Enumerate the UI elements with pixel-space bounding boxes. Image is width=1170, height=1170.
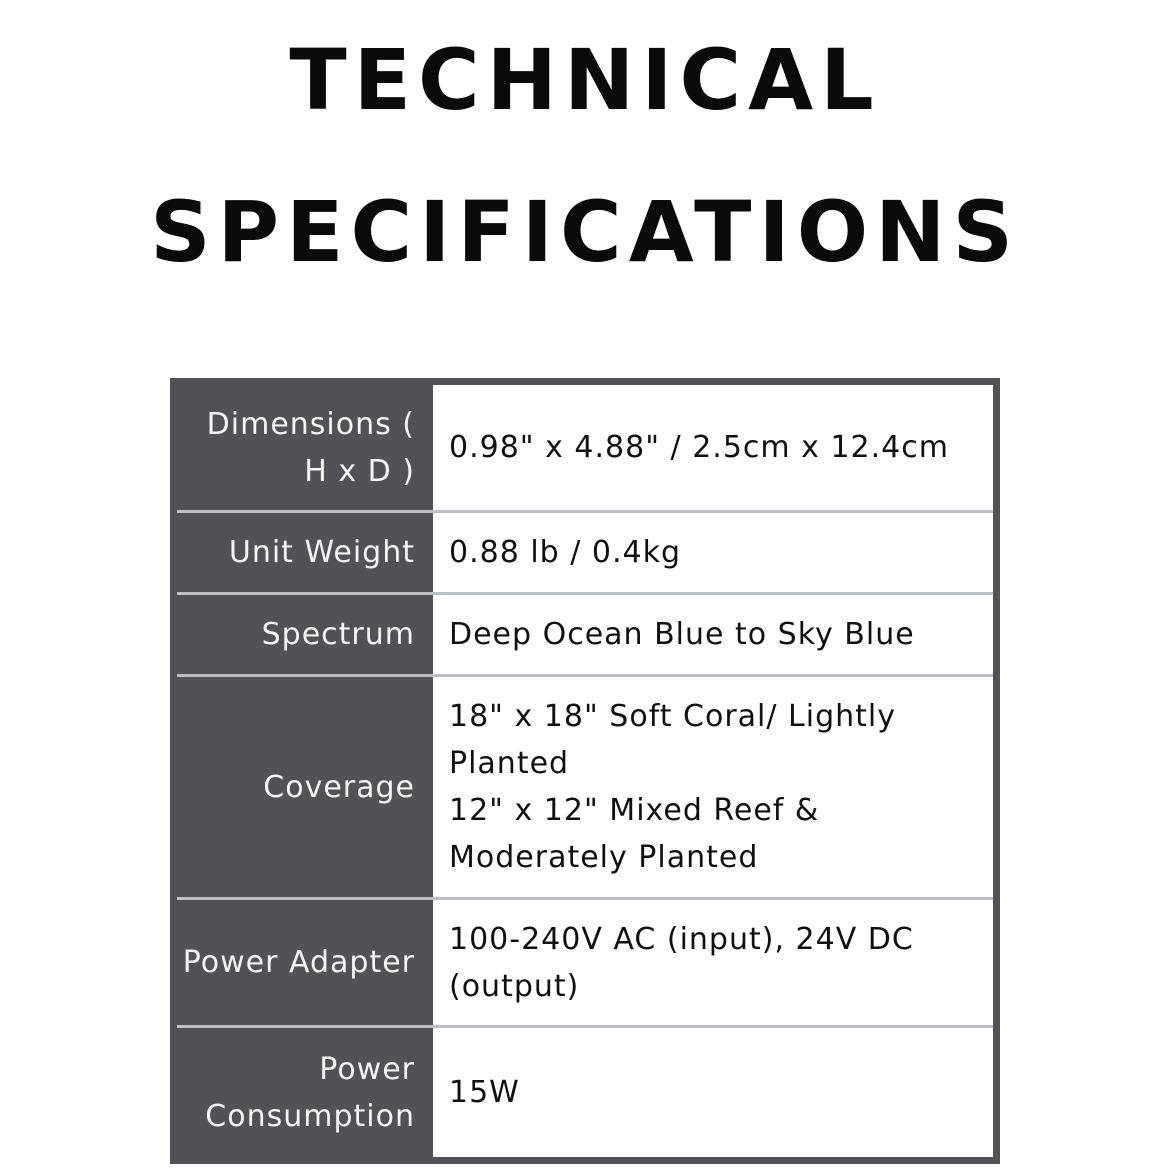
spec-value-spectrum-line-1: Deep Ocean Blue to Sky Blue bbox=[449, 617, 915, 652]
spec-value-unit-weight bbox=[433, 513, 993, 592]
spec-row-dimensions bbox=[177, 385, 993, 513]
spec-value-dimensions-line-1: 0.98" x 4.88" / 2.5cm x 12.4cm bbox=[449, 430, 949, 465]
spec-label-power-adapter: Power Adapter bbox=[182, 945, 415, 980]
spec-label-coverage: Coverage bbox=[263, 769, 415, 805]
spec-row-power-consumption bbox=[177, 1028, 993, 1157]
spec-value-power-adapter-line-1: 100-240V AC (input), 24V DC (output) bbox=[449, 921, 914, 1004]
spec-value-dimensions bbox=[433, 385, 993, 510]
spec-label-dimensions: Dimensions ( H x D ) bbox=[206, 406, 415, 489]
spec-value-coverage-line-2: 12" x 12" Mixed Reef & Moderately Planted bbox=[449, 793, 820, 875]
spec-value-coverage-line-1: 18" x 18" Soft Coral/ Lightly Planted bbox=[449, 699, 896, 781]
spec-label-power-consumption: Power Consumption bbox=[205, 1051, 415, 1134]
spec-table bbox=[170, 378, 1000, 1164]
spec-value-unit-weight-line-1: 0.88 lb / 0.4kg bbox=[449, 535, 682, 570]
spec-value-coverage bbox=[433, 677, 993, 897]
spec-row-spectrum bbox=[177, 595, 993, 677]
spec-row-unit-weight bbox=[177, 513, 993, 595]
spec-row-coverage bbox=[177, 677, 993, 900]
spec-value-power-consumption-line-1: 15W bbox=[449, 1075, 520, 1110]
spec-value-power-consumption bbox=[433, 1028, 993, 1157]
spec-value-power-adapter bbox=[433, 900, 993, 1025]
spec-value-spectrum bbox=[433, 595, 993, 674]
spec-label-spectrum: Spectrum bbox=[261, 617, 415, 652]
page-title-line-2: SPECIFICATIONS bbox=[150, 183, 1020, 281]
spec-label-unit-weight: Unit Weight bbox=[228, 535, 415, 570]
page-title-line-1: TECHNICAL bbox=[289, 31, 881, 129]
spec-row-power-adapter bbox=[177, 900, 993, 1028]
